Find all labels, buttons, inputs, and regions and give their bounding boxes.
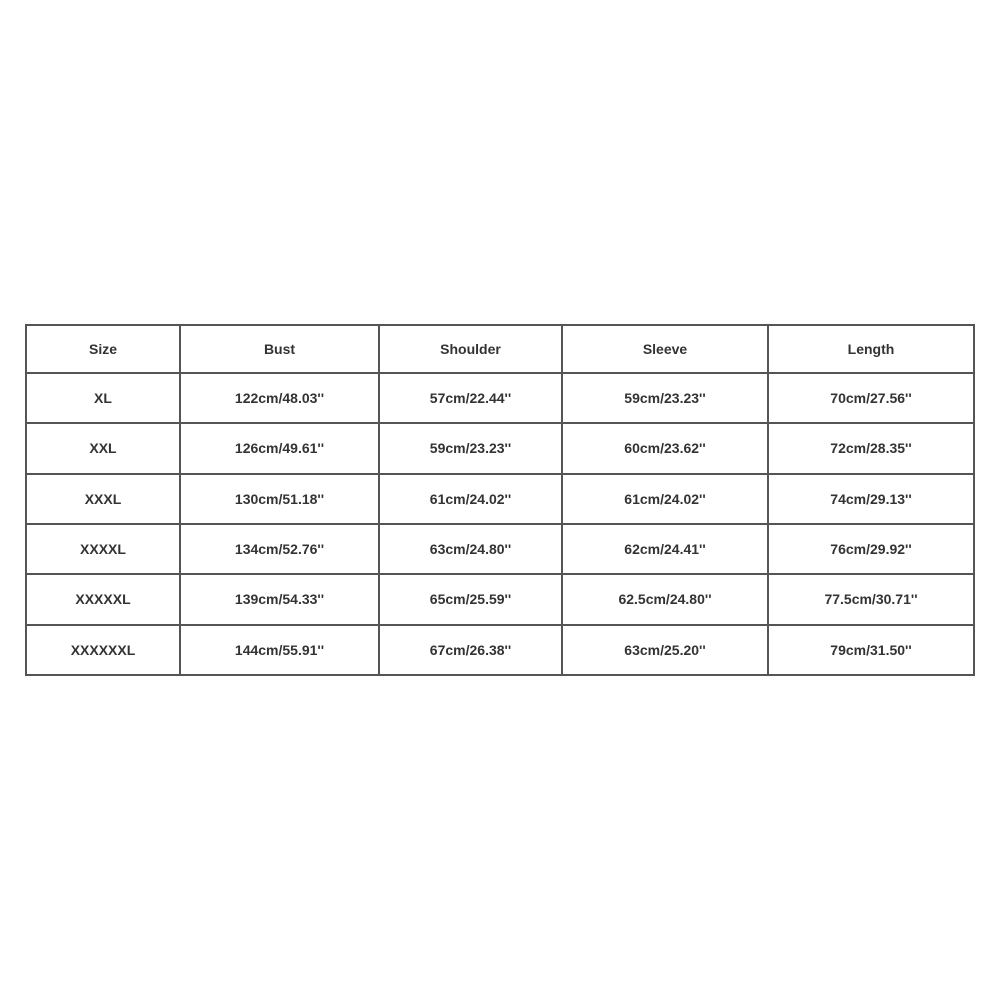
table-row	[26, 524, 974, 574]
cell-shoulder: 65cm/25.59''	[379, 574, 562, 624]
table-header-row	[26, 325, 974, 373]
cell-sleeve: 63cm/25.20''	[562, 625, 768, 675]
cell-shoulder: 61cm/24.02''	[379, 474, 562, 524]
header-sleeve: Sleeve	[562, 325, 768, 373]
cell-length: 77.5cm/30.71''	[768, 574, 974, 624]
header-bust: Bust	[180, 325, 379, 373]
cell-size: XXL	[26, 423, 180, 473]
table-row	[26, 474, 974, 524]
cell-bust: 122cm/48.03''	[180, 373, 379, 423]
cell-bust: 144cm/55.91''	[180, 625, 379, 675]
cell-shoulder: 57cm/22.44''	[379, 373, 562, 423]
cell-bust: 130cm/51.18''	[180, 474, 379, 524]
cell-size: XXXXL	[26, 524, 180, 574]
cell-sleeve: 62.5cm/24.80''	[562, 574, 768, 624]
cell-size: XXXXXL	[26, 574, 180, 624]
cell-size: XXXXXXL	[26, 625, 180, 675]
cell-length: 70cm/27.56''	[768, 373, 974, 423]
cell-sleeve: 62cm/24.41''	[562, 524, 768, 574]
header-size: Size	[26, 325, 180, 373]
cell-sleeve: 61cm/24.02''	[562, 474, 768, 524]
cell-bust: 126cm/49.61''	[180, 423, 379, 473]
cell-length: 76cm/29.92''	[768, 524, 974, 574]
size-chart-table	[25, 324, 975, 676]
table-row	[26, 625, 974, 675]
cell-length: 74cm/29.13''	[768, 474, 974, 524]
cell-length: 72cm/28.35''	[768, 423, 974, 473]
cell-size: XXXL	[26, 474, 180, 524]
cell-size: XL	[26, 373, 180, 423]
table-row	[26, 373, 974, 423]
cell-length: 79cm/31.50''	[768, 625, 974, 675]
header-shoulder: Shoulder	[379, 325, 562, 373]
table-row	[26, 574, 974, 624]
cell-sleeve: 59cm/23.23''	[562, 373, 768, 423]
cell-shoulder: 59cm/23.23''	[379, 423, 562, 473]
cell-sleeve: 60cm/23.62''	[562, 423, 768, 473]
cell-bust: 134cm/52.76''	[180, 524, 379, 574]
cell-shoulder: 67cm/26.38''	[379, 625, 562, 675]
cell-shoulder: 63cm/24.80''	[379, 524, 562, 574]
table-row	[26, 423, 974, 473]
cell-bust: 139cm/54.33''	[180, 574, 379, 624]
header-length: Length	[768, 325, 974, 373]
